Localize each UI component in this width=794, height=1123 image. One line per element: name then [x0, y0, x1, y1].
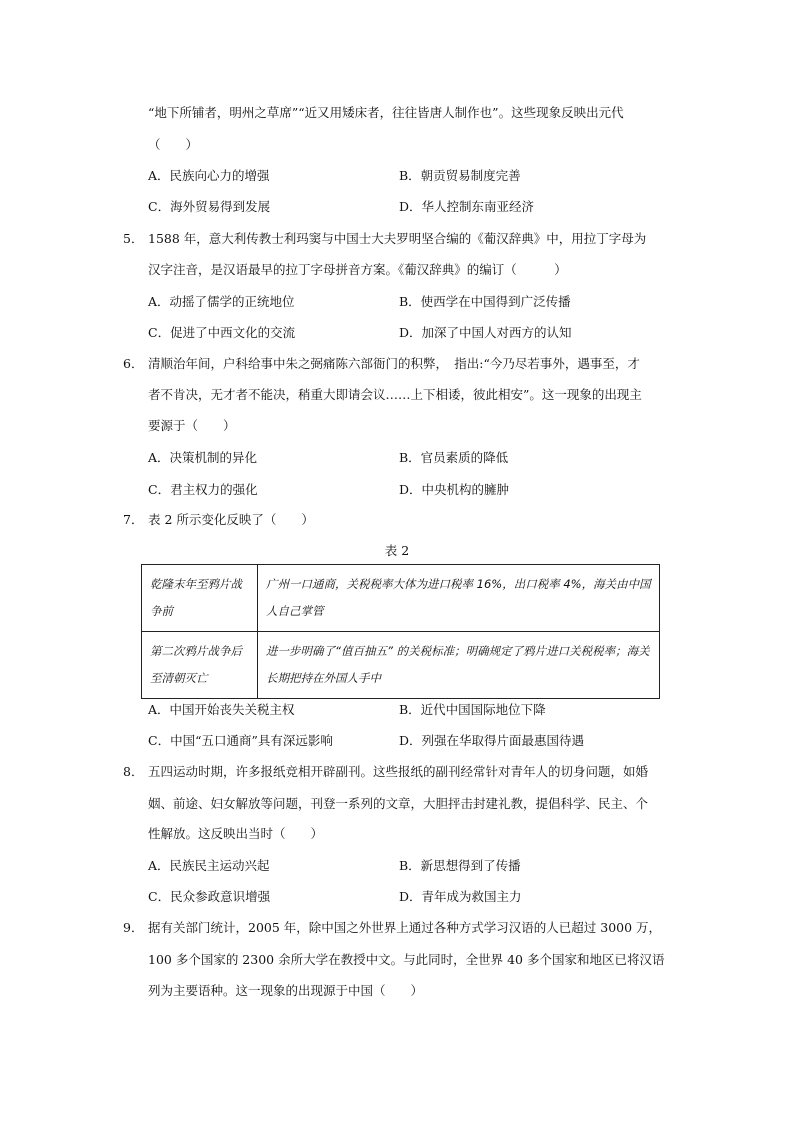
table-cell-period: 乾隆末年至鸦片战争前 — [142, 565, 258, 632]
q8-stem-line1: 五四运动时期，许多报纸竞相开辟副刊。这些报纸的副刊经常针对青年人的切身问题，如婚 — [148, 764, 649, 779]
tariff-table — [141, 564, 660, 699]
q8-option-d[interactable]: D．青年成为救国主力 — [399, 889, 522, 904]
q6-stem-line2: 者不肯决，无才者不能决，稍重大即请会议……上下相诿，彼此相安”。这一现象的出现主 — [148, 387, 642, 402]
q4-option-c[interactable]: C．海外贸易得到发展 — [148, 199, 271, 214]
q5-option-b[interactable]: B．使西学在中国得到广泛传播 — [399, 294, 571, 309]
q8-stem-line3: 性解放。这反映出当时（ ） — [148, 826, 324, 841]
q5-stem-line1: 1588 年，意大利传教士利玛窦与中国士大夫罗明坚合编的《葡汉辞典》中，用拉丁字母为 — [148, 231, 647, 246]
q7-option-d[interactable]: D．列强在华取得片面最惠国待遇 — [399, 733, 585, 748]
q4-stem-line1: “地下所铺者，明州之草席”“近又用矮床者，往往皆唐人制作也”。这些现象反映出元代 — [148, 105, 624, 120]
q4-option-b[interactable]: B．朝贡贸易制度完善 — [399, 168, 521, 183]
q5-number: 5． — [123, 231, 144, 246]
q4-stem-line2: （ ） — [148, 137, 199, 152]
q6-stem-line3: 要源于（ ） — [148, 418, 236, 433]
q7-option-b[interactable]: B．近代中国国际地位下降 — [399, 702, 546, 717]
table-row — [142, 565, 660, 632]
q9-stem-line3: 列为主要语种。这一现象的出现源于中国（ ） — [148, 983, 424, 998]
q6-number: 6． — [123, 356, 144, 371]
q9-stem-line1: 据有关部门统计，2005 年，除中国之外世界上通过各种方式学习汉语的人已超过 3000 万， — [148, 920, 662, 935]
q7-number: 7． — [123, 512, 144, 527]
q4-option-d[interactable]: D．华人控制东南亚经济 — [399, 199, 535, 214]
q7-stem: 表 2 所示变化反映了（ ） — [148, 512, 314, 527]
q9-number: 9． — [123, 920, 144, 935]
q5-option-d[interactable]: D．加深了中国人对西方的认知 — [399, 325, 572, 340]
table-cell-content: 进一步明确了“值百抽五” 的关税标准；明确规定了鸦片进口关税税率；海关长期把持在外国人手中 — [258, 632, 660, 699]
q5-option-a[interactable]: A．动摇了儒学的正统地位 — [148, 294, 295, 309]
table-cell-period: 第二次鸦片战争后至清朝灭亡 — [142, 632, 258, 699]
q6-option-d[interactable]: D．中央机构的臃肿 — [399, 482, 510, 497]
q8-option-c[interactable]: C．民众参政意识增强 — [148, 889, 271, 904]
q4-option-a[interactable]: A．民族向心力的增强 — [148, 168, 270, 183]
q8-number: 8． — [123, 764, 144, 779]
q7-option-c[interactable]: C．中国“五口通商”具有深远影响 — [148, 733, 333, 748]
q7-option-a[interactable]: A．中国开始丧失关税主权 — [148, 702, 295, 717]
table-caption: 表 2 — [384, 543, 410, 558]
q8-stem-line2: 姻、前途、妇女解放等问题，刊登一系列的文章，大胆抨击封建礼教，提倡科学、民主、个 — [148, 796, 649, 811]
q6-option-a[interactable]: A．决策机制的异化 — [148, 450, 258, 465]
table-cell-content: 广州一口通商，关税税率大体为进口税率 16%，出口税率 4%，海关由中国人自己掌管 — [258, 565, 660, 632]
q8-option-b[interactable]: B．新思想得到了传播 — [399, 858, 521, 873]
q5-stem-line2: 汉字注音，是汉语最早的拉丁字母拼音方案。《葡汉辞典》的编订（ ） — [148, 262, 567, 277]
q9-stem-line2: 100 多个国家的 2300 余所大学在教授中文。与此同时，全世界 40 多个国家和地区已将汉语 — [148, 952, 665, 967]
table-row — [142, 632, 660, 699]
q6-option-c[interactable]: C．君主权力的强化 — [148, 482, 258, 497]
q8-option-a[interactable]: A．民族民主运动兴起 — [148, 858, 270, 873]
q6-option-b[interactable]: B．官员素质的降低 — [399, 450, 509, 465]
q5-option-c[interactable]: C．促进了中西文化的交流 — [148, 325, 296, 340]
q6-stem-line1: 清顺治年间，户科给事中朱之弼痛陈六部衙门的积弊， 指出:“今乃尽若事外，遇事至，才 — [148, 356, 640, 371]
